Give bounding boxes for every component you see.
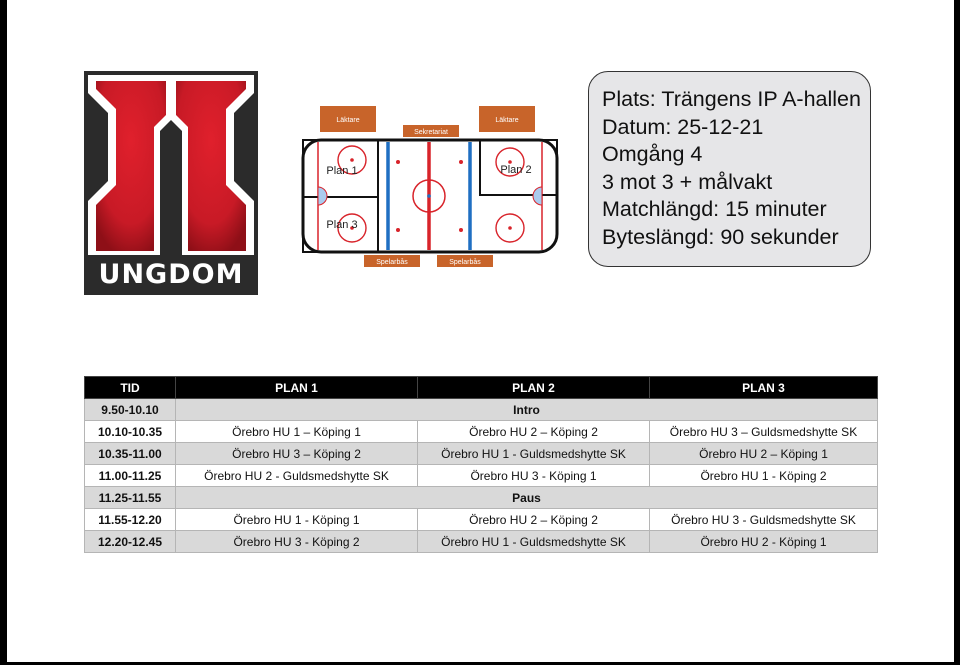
- rink-diagram: [300, 100, 562, 272]
- row-time: 9.50-10.10: [85, 399, 176, 421]
- event-info-box: [588, 71, 871, 267]
- row-plan3: Örebro HU 2 - Köping 1: [650, 531, 878, 553]
- secretariat-label: Sekretariat: [414, 129, 448, 136]
- schedule-table: [84, 376, 878, 553]
- table-row: [85, 399, 878, 421]
- row-plan1: Örebro HU 1 – Köping 1: [176, 421, 418, 443]
- header-time: TID: [85, 377, 176, 399]
- stand-left-label: Läktare: [336, 117, 360, 124]
- bench-left-label: Spelarbås: [376, 259, 408, 266]
- row-time: 11.55-12.20: [85, 509, 176, 531]
- info-shift-length: Byteslängd: 90 sekunder: [602, 224, 839, 249]
- row-time: 10.10-10.35: [85, 421, 176, 443]
- table-row: [85, 465, 878, 487]
- row-plan2: Örebro HU 2 – Köping 2: [418, 509, 650, 531]
- row-time: 12.20-12.45: [85, 531, 176, 553]
- header-plan2: PLAN 2: [418, 377, 650, 399]
- table-header-row: [85, 377, 878, 399]
- table-row: [85, 421, 878, 443]
- header-plan1: PLAN 1: [176, 377, 418, 399]
- info-location: Plats: Trängens IP A-hallen: [602, 87, 861, 111]
- row-plan3: Örebro HU 3 – Guldsmedshytte SK: [650, 421, 878, 443]
- row-plan3: Örebro HU 2 – Köping 1: [650, 443, 878, 465]
- row-time: 11.00-11.25: [85, 465, 176, 487]
- table-row: [85, 531, 878, 553]
- club-logo: [84, 71, 258, 295]
- plan3-label: Plan 3: [326, 219, 358, 231]
- bench-right-label: Spelarbås: [449, 259, 481, 266]
- header-plan3: PLAN 3: [650, 377, 878, 399]
- row-plan1: Örebro HU 2 - Guldsmedshytte SK: [176, 465, 418, 487]
- row-span-label: Paus: [176, 487, 878, 509]
- info-match-length: Matchlängd: 15 minuter: [602, 197, 827, 221]
- plan2-label: Plan 2: [500, 164, 532, 176]
- row-span-label: Intro: [176, 399, 878, 421]
- row-plan1: Örebro HU 3 - Köping 2: [176, 531, 418, 553]
- plan1-label: Plan 1: [326, 165, 358, 177]
- row-plan2: Örebro HU 1 - Guldsmedshytte SK: [418, 531, 650, 553]
- row-time: 10.35-11.00: [85, 443, 176, 465]
- table-row: [85, 487, 878, 509]
- row-plan1: Örebro HU 3 – Köping 2: [176, 443, 418, 465]
- row-plan2: Örebro HU 1 - Guldsmedshytte SK: [418, 443, 650, 465]
- table-row: [85, 509, 878, 531]
- stand-right-label: Läktare: [495, 117, 519, 124]
- info-format: 3 mot 3 + målvakt: [602, 169, 773, 194]
- logo-wordmark: UNGDOM: [84, 255, 258, 295]
- logo-emblem: [84, 71, 258, 255]
- row-plan2: Örebro HU 2 – Köping 2: [418, 421, 650, 443]
- row-plan1: Örebro HU 1 - Köping 1: [176, 509, 418, 531]
- info-date: Datum: 25-12-21: [602, 114, 764, 139]
- row-plan2: Örebro HU 3 - Köping 1: [418, 465, 650, 487]
- row-plan3: Örebro HU 1 - Köping 2: [650, 465, 878, 487]
- table-row: [85, 443, 878, 465]
- info-round: Omgång 4: [602, 142, 703, 166]
- row-time: 11.25-11.55: [85, 487, 176, 509]
- row-plan3: Örebro HU 3 - Guldsmedshytte SK: [650, 509, 878, 531]
